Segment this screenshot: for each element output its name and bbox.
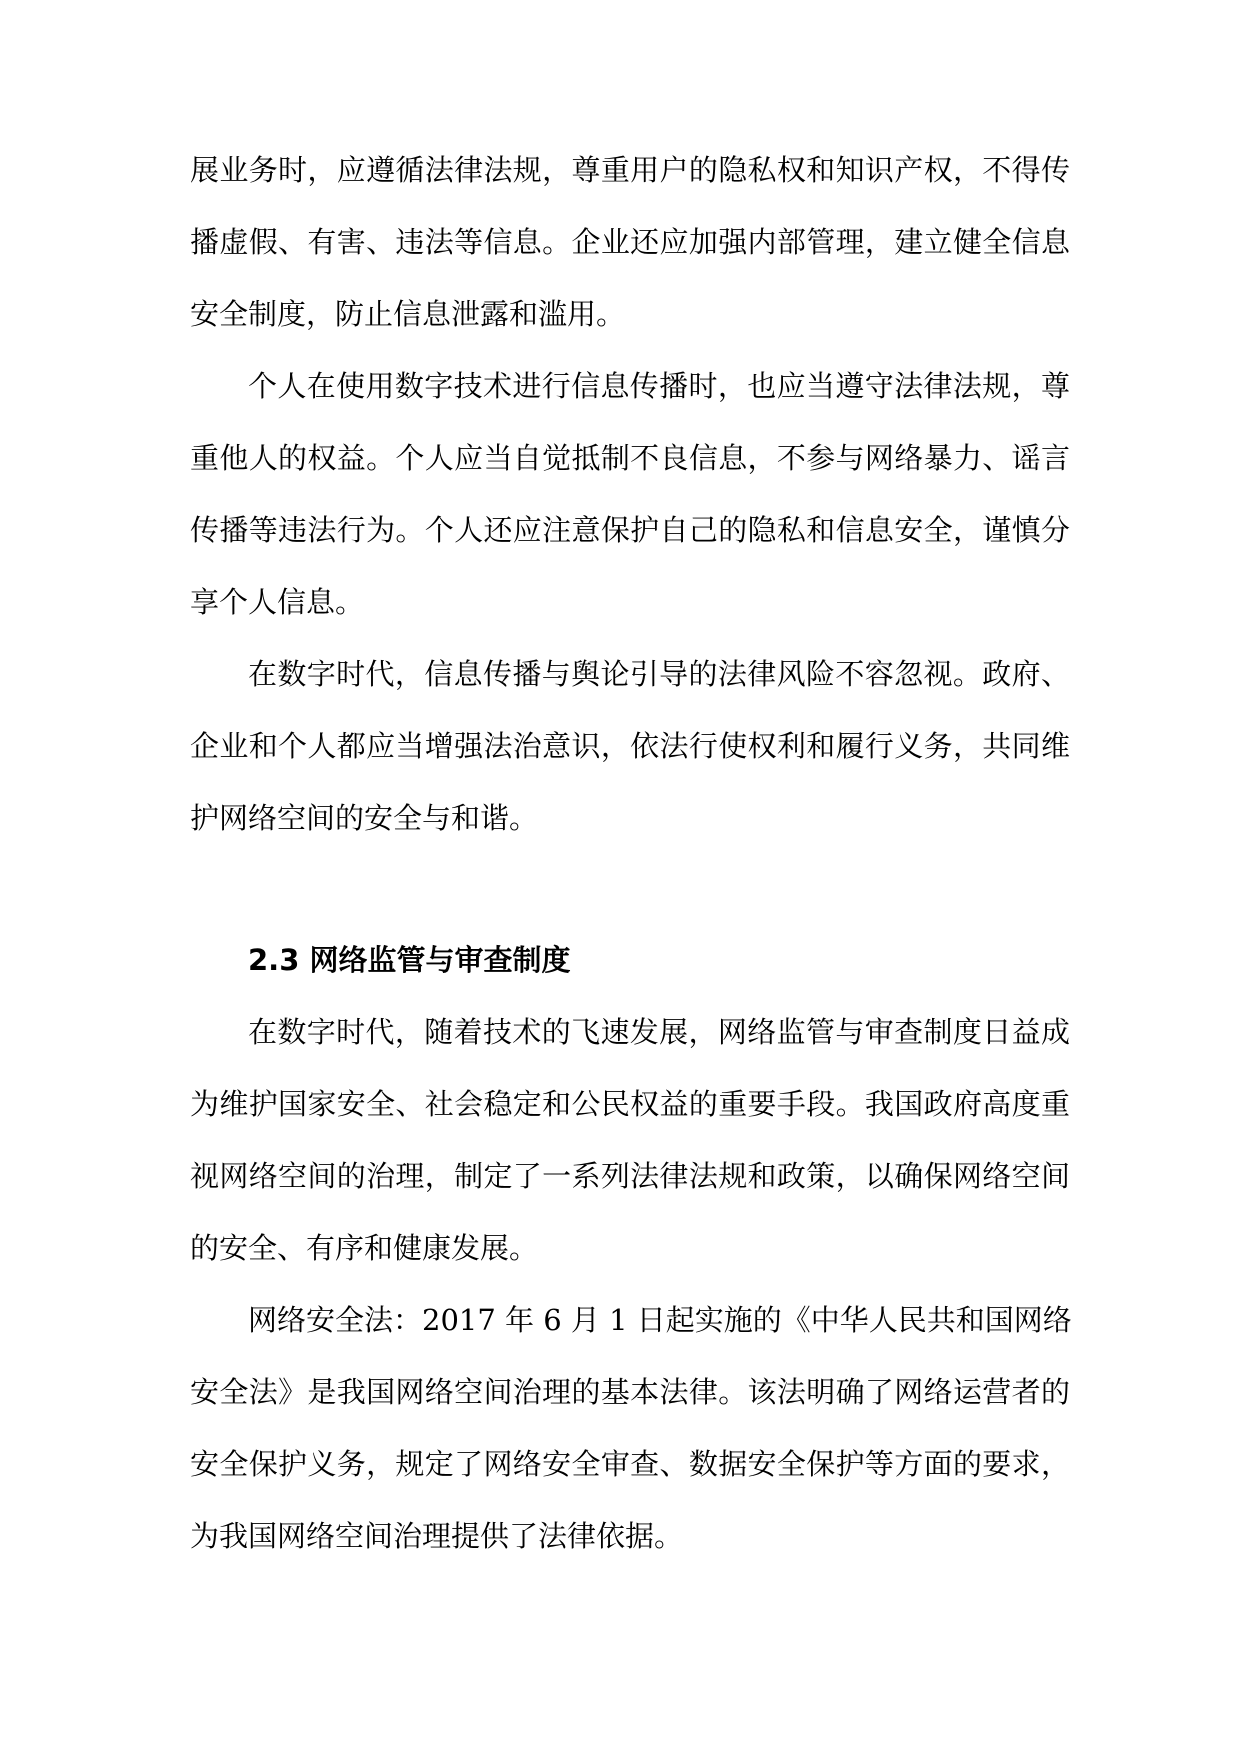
paragraph-1-line-2: 播虚假、有害、违法等信息。企业还应加强内部管理，建立健全信息 — [190, 225, 1070, 259]
paragraph-3-line-2: 企业和个人都应当增强法治意识，依法行使权利和履行义务，共同维 — [190, 729, 1070, 763]
paragraph-2-line-1: 个人在使用数字技术进行信息传播时，也应当遵守法律法规，尊 — [248, 369, 1070, 403]
paragraph-2-line-4: 享个人信息。 — [190, 585, 365, 619]
section-paragraph-2-line-1: 网络安全法：2017 年 6 月 1 日起实施的《中华人民共和国网络 — [248, 1303, 1072, 1337]
paragraph-2-line-2: 重他人的权益。个人应当自觉抵制不良信息，不参与网络暴力、谣言 — [190, 441, 1070, 475]
paragraph-1-line-1: 展业务时，应遵循法律法规，尊重用户的隐私权和知识产权，不得传 — [190, 153, 1070, 187]
section-paragraph-1-line-3: 视网络空间的治理，制定了一系列法律法规和政策，以确保网络空间 — [190, 1159, 1070, 1193]
section-heading: 2.3 网络监管与审查制度 — [248, 943, 571, 977]
paragraph-2-line-3: 传播等违法行为。个人还应注意保护自己的隐私和信息安全，谨慎分 — [190, 513, 1070, 547]
section-paragraph-2-line-4: 为我国网络空间治理提供了法律依据。 — [190, 1519, 684, 1553]
section-paragraph-1-line-1: 在数字时代，随着技术的飞速发展，网络监管与审查制度日益成 — [248, 1015, 1070, 1049]
paragraph-3-line-3: 护网络空间的安全与和谐。 — [190, 801, 539, 835]
section-paragraph-2-line-3: 安全保护义务，规定了网络安全审查、数据安全保护等方面的要求， — [190, 1447, 1070, 1481]
section-paragraph-1-line-2: 为维护国家安全、社会稳定和公民权益的重要手段。我国政府高度重 — [190, 1087, 1070, 1121]
section-paragraph-1-line-4: 的安全、有序和健康发展。 — [190, 1231, 539, 1265]
paragraph-1-line-3: 安全制度，防止信息泄露和滥用。 — [190, 297, 626, 331]
paragraph-3-line-1: 在数字时代，信息传播与舆论引导的法律风险不容忽视。政府、 — [248, 657, 1070, 691]
section-paragraph-2-line-2: 安全法》是我国网络空间治理的基本法律。该法明确了网络运营者的 — [190, 1375, 1070, 1409]
